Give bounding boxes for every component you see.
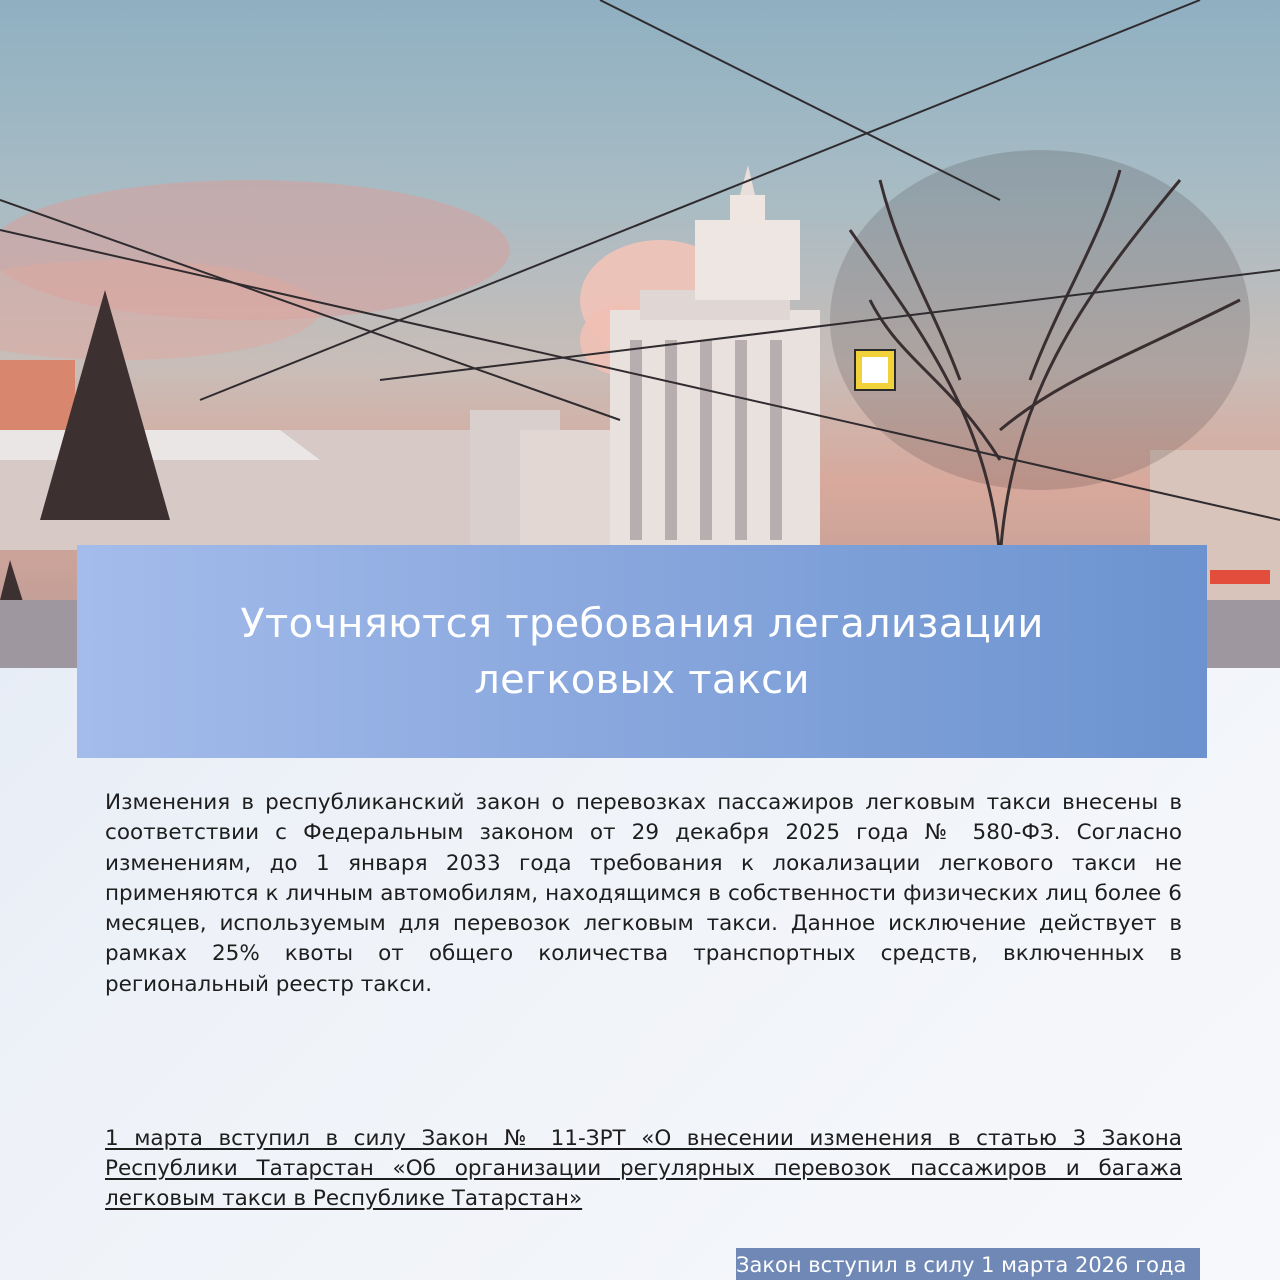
main-paragraph: Изменения в республиканский закон о перевозках пассажиров легковым такси внесены в соответствии с Федеральным законом от 29 декабря 2025 года № 580-ФЗ. Согласно изменениям, до 1 января 2033 года требования к локализации легкового такси не применяются к личным автомобилям, находящимся в собственности физических лиц более 6 месяцев, используемым для перевозок легковым такси. Данное исключение действует в рамках 25% квоты от общего количества транспортных средств, включенных в региональный реестр такси. (105, 790, 1182, 997)
law-reference-link[interactable]: 1 марта вступил в силу Закон № 11-ЗРТ «О внесении изменения в статью 3 Закона Республики Татарстан «Об организации регулярных перевозок пассажиров и багажа легковым такси в Республике Татарстан» (105, 1126, 1182, 1211)
effective-date-badge: Закон вступил в силу 1 марта 2026 года (736, 1248, 1200, 1280)
title-banner (77, 545, 1207, 758)
page-title: Уточняются требования легализации легковых такси (240, 600, 1044, 703)
